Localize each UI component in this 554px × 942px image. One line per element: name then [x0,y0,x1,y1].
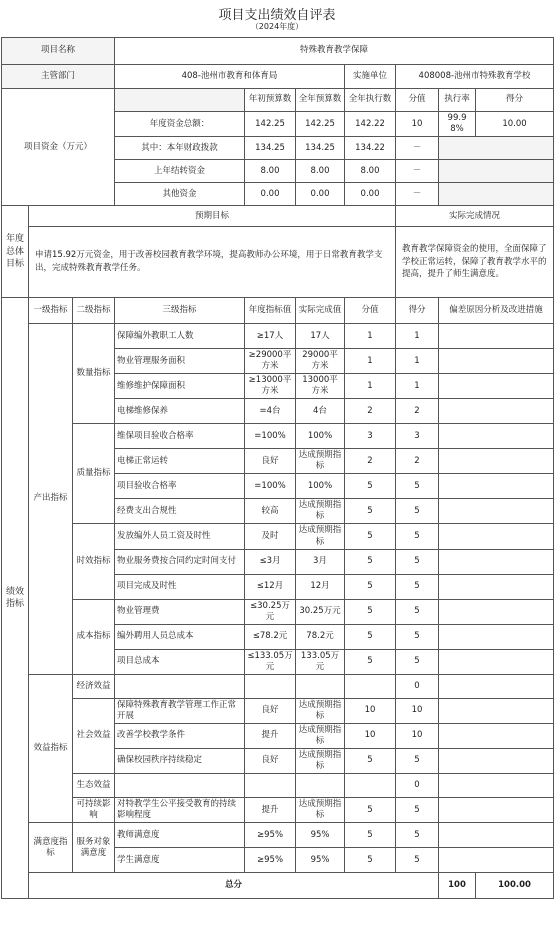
level3-indicator: 项目完成及时性 [115,574,245,599]
score: 5 [396,599,439,624]
level3-indicator: 项目总成本 [115,649,245,674]
level3-indicator [115,674,245,698]
goals-section-label: 年度总体目标 [2,206,29,298]
indicator-header: 偏差原因分析及改进措施 [439,298,554,324]
evaluation-table [1,37,554,899]
score: 5 [396,524,439,549]
level3-indicator: 学生满意度 [115,848,245,873]
score-value: 10 [345,723,396,748]
level1-indicator: 满意度指标 [29,823,73,873]
deviation-analysis [439,574,554,599]
funds-score-value: － [396,183,439,206]
indicator-header: 年度指标值 [245,298,296,324]
actual-value: 29000平方米 [296,349,345,374]
level3-indicator: 物业服务费按合同约定时间支付 [115,549,245,574]
score: 1 [396,324,439,349]
actual-value: 4台 [296,399,345,424]
score: 5 [396,549,439,574]
indicator-row [2,823,554,848]
deviation-analysis [439,798,554,823]
deviation-analysis [439,848,554,873]
level3-indicator: 物业管理服务面积 [115,349,245,374]
score: 5 [396,574,439,599]
actual-value: 达成预期指标 [296,798,345,823]
funds-initial: 134.25 [245,137,296,160]
indicator-header: 分值 [345,298,396,324]
funds-initial: 8.00 [245,160,296,183]
deviation-analysis [439,349,554,374]
score-value [345,774,396,798]
annual-target: =100% [245,474,296,499]
score-value: 5 [345,499,396,524]
page-title: 项目支出绩效自评表 [218,8,336,23]
actual-value: 95% [296,823,345,848]
funds-score-value: － [396,160,439,183]
year-subtitle: （2024年度） [250,22,304,31]
funds-label [2,89,115,206]
level1-indicator: 产出指标 [29,324,73,675]
deviation-analysis [439,624,554,649]
funds-annual: 0.00 [296,183,345,206]
total-score: 100.00 [476,873,554,899]
score: 0 [396,774,439,798]
level3-indicator: 物业管理费 [115,599,245,624]
level3-indicator: 项目验收合格率 [115,474,245,499]
actual-value: 100% [296,424,345,449]
score-value: 5 [345,549,396,574]
score-value: 5 [345,748,396,773]
funds-initial: 142.25 [245,112,296,137]
funds-header: 分值 [396,89,439,112]
total-label: 总分 [29,873,439,899]
annual-target: ≤30.25万元 [245,599,296,624]
score-value: 5 [345,599,396,624]
funds-header: 全年预算数 [296,89,345,112]
score: 5 [396,798,439,823]
level3-indicator: 对特教学生公平接受教育的持续影响程度 [115,798,245,823]
funds-row-label: 上年结转资金 [115,160,245,183]
actual-value: 达成预期指标 [296,748,345,773]
deviation-analysis [439,449,554,474]
score-value: 5 [345,624,396,649]
annual-target: 良好 [245,449,296,474]
score-value: 5 [345,474,396,499]
level3-indicator [115,774,245,798]
funds-header: 执行率 [439,89,476,112]
funds-row-label: 其中：本年财政拨款 [115,137,245,160]
actual-value: 3月 [296,549,345,574]
actual-value: 12月 [296,574,345,599]
annual-target [245,774,296,798]
indicator-row [2,424,554,449]
actual-value: 30.25万元 [296,599,345,624]
annual-target: ≤133.05万元 [245,649,296,674]
total-row [2,873,554,899]
actual-value [296,674,345,698]
level3-indicator: 维保项目验收合格率 [115,424,245,449]
indicator-row [2,774,554,798]
score-value: 5 [345,649,396,674]
indicator-row [2,324,554,349]
indicator-header: 三级指标 [115,298,245,324]
expected-goal-text: 申请15.92万元资金，用于改善校园教育教学环境，提高教师办公环境，用于日常教育教学支出，完成特殊教育教学任务。 [29,227,396,298]
dept-value: 408-池州市教育和体育局 [115,65,345,89]
funds-header: 全年执行数 [345,89,396,112]
indicator-row [2,674,554,698]
indicator-row [2,599,554,624]
annual-target: ≤12月 [245,574,296,599]
level3-indicator: 教师满意度 [115,823,245,848]
funds-row-label: 其他资金 [115,183,245,206]
annual-target: 良好 [245,748,296,773]
deviation-analysis [439,698,554,723]
score-value: 5 [345,574,396,599]
annual-target: ≥95% [245,823,296,848]
score: 5 [396,624,439,649]
score-value: 2 [345,449,396,474]
score-value: 5 [345,524,396,549]
level2-indicator: 时效指标 [73,524,115,599]
annual-target: 良好 [245,698,296,723]
annual-target [245,674,296,698]
score-value [345,674,396,698]
deviation-analysis [439,599,554,624]
unit-value: 408008-池州市特殊教育学校 [396,65,554,89]
funds-blank [439,183,554,206]
score: 0 [396,674,439,698]
funds-header: 得分 [476,89,554,112]
deviation-analysis [439,474,554,499]
level3-indicator: 维修维护保障面积 [115,374,245,399]
deviation-analysis [439,324,554,349]
score: 2 [396,449,439,474]
deviation-analysis [439,499,554,524]
score: 5 [396,748,439,773]
funds-blank [439,160,554,183]
funds-score-value: － [396,137,439,160]
funds-score-value: 10 [396,112,439,137]
deviation-analysis [439,374,554,399]
annual-target: ≤3月 [245,549,296,574]
indicator-row [2,698,554,723]
actual-value: 100% [296,474,345,499]
level2-indicator: 成本指标 [73,599,115,674]
indicator-header: 得分 [396,298,439,324]
actual-value: 17人 [296,324,345,349]
indicator-header: 一级指标 [29,298,73,324]
level2-indicator: 数量指标 [73,324,115,424]
level2-indicator: 可持续影响 [73,798,115,823]
indicator-row [2,524,554,549]
deviation-analysis [439,424,554,449]
deviation-analysis [439,748,554,773]
annual-target: ≤78.2元 [245,624,296,649]
score: 10 [396,723,439,748]
dept-label: 主管部门 [2,65,115,89]
funds-initial: 0.00 [245,183,296,206]
level3-indicator: 确保校园秩序持续稳定 [115,748,245,773]
unit-label: 实施单位 [345,65,396,89]
actual-value: 达成预期指标 [296,449,345,474]
level3-indicator: 发放编外人员工资及时性 [115,524,245,549]
project-name-label: 项目名称 [2,38,115,65]
level3-indicator: 编外聘用人员总成本 [115,624,245,649]
level3-indicator: 保障特殊教育教学管理工作正常开展 [115,698,245,723]
funds-annual: 134.25 [296,137,345,160]
annual-target: =4台 [245,399,296,424]
funds-score: 10.00 [476,112,554,137]
actual-value: 133.05万元 [296,649,345,674]
score-value: 1 [345,349,396,374]
indicator-header: 二级指标 [73,298,115,324]
level3-indicator: 经费支出合规性 [115,499,245,524]
funds-header: 年初预算数 [245,89,296,112]
annual-target: ≥29000平方米 [245,349,296,374]
actual-value: 达成预期指标 [296,723,345,748]
funds-header-blank [115,89,245,112]
score: 1 [396,349,439,374]
actual-goal-text: 教育教学保障资金的使用，全面保障了学校正常运转，保障了教育教学水平的提高，提升了师生满意度。 [396,227,554,298]
indicator-row [2,798,554,823]
level3-indicator: 改善学校教学条件 [115,723,245,748]
level3-indicator: 电梯正常运转 [115,449,245,474]
score: 5 [396,848,439,873]
score-value: 5 [345,848,396,873]
deviation-analysis [439,549,554,574]
funds-row-label: 年度资金总额： [115,112,245,137]
deviation-analysis [439,823,554,848]
deviation-analysis [439,774,554,798]
score-value: 1 [345,374,396,399]
funds-annual: 8.00 [296,160,345,183]
score: 5 [396,649,439,674]
deviation-analysis [439,524,554,549]
level2-indicator: 服务对象满意度 [73,823,115,873]
funds-annual: 142.25 [296,112,345,137]
deviation-analysis [439,649,554,674]
funds-label-text: 项目资金（万元） [24,141,93,152]
funds-rate: 99.98% [439,112,476,137]
score-value: 10 [345,698,396,723]
score: 2 [396,399,439,424]
deviation-analysis [439,399,554,424]
funds-executed: 134.22 [345,137,396,160]
funds-executed: 0.00 [345,183,396,206]
annual-target: ≥13000平方米 [245,374,296,399]
annual-target: 提升 [245,723,296,748]
actual-value: 13000平方米 [296,374,345,399]
level2-indicator: 生态效益 [73,774,115,798]
annual-target: 较高 [245,499,296,524]
expected-goal-label: 预期目标 [29,206,396,227]
level2-indicator: 经济效益 [73,674,115,698]
funds-executed: 8.00 [345,160,396,183]
actual-value: 达成预期指标 [296,524,345,549]
actual-value: 达成预期指标 [296,698,345,723]
level3-indicator: 电梯维修保养 [115,399,245,424]
level2-indicator: 质量指标 [73,424,115,524]
funds-executed: 142.22 [345,112,396,137]
annual-target: ≥17人 [245,324,296,349]
level3-indicator: 保障编外教职工人数 [115,324,245,349]
score: 5 [396,823,439,848]
score: 3 [396,424,439,449]
score-value: 5 [345,798,396,823]
annual-target: ≥95% [245,848,296,873]
score: 5 [396,474,439,499]
project-name: 特殊教育教学保障 [115,38,554,65]
level2-indicator: 社会效益 [73,698,115,773]
score: 5 [396,499,439,524]
indicators-section-label: 绩效指标 [2,298,29,899]
actual-value: 95% [296,848,345,873]
actual-value: 达成预期指标 [296,499,345,524]
deviation-analysis [439,674,554,698]
annual-target: =100% [245,424,296,449]
score-value: 3 [345,424,396,449]
total-value: 100 [439,873,476,899]
deviation-analysis [439,723,554,748]
level1-indicator: 效益指标 [29,674,73,822]
actual-value: 78.2元 [296,624,345,649]
score-value: 5 [345,823,396,848]
actual-goal-label: 实际完成情况 [396,206,554,227]
funds-blank [439,137,554,160]
score: 1 [396,374,439,399]
indicator-header: 实际完成值 [296,298,345,324]
annual-target: 提升 [245,798,296,823]
actual-value [296,774,345,798]
score-value: 2 [345,399,396,424]
score-value: 1 [345,324,396,349]
score: 10 [396,698,439,723]
annual-target: 及时 [245,524,296,549]
